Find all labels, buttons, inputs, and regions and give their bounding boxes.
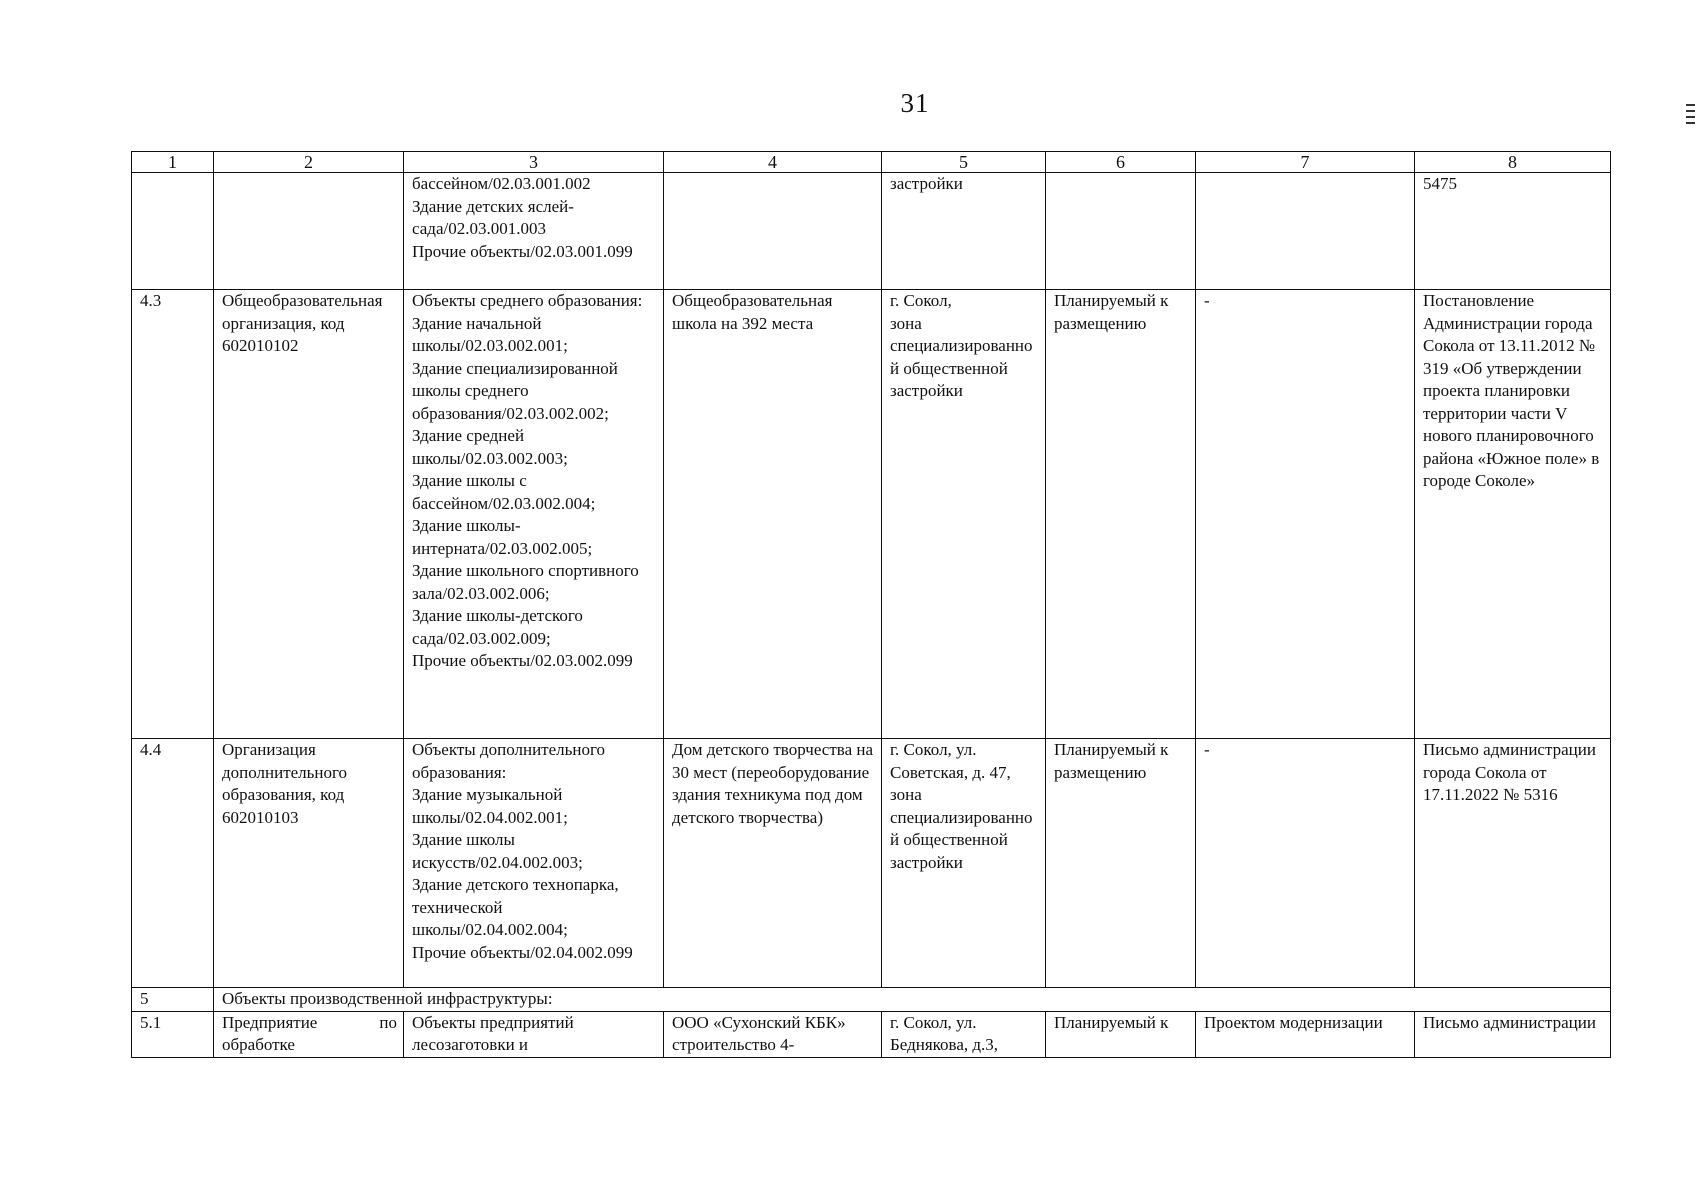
cell-number (132, 173, 214, 290)
cell-location: застройки (882, 173, 1046, 290)
table-row (132, 739, 1611, 988)
cell-objects: Объекты дополнительного образования: Здание музыкальной школы/02.04.002.001; Здание школы искусств/02.04.002.003; Здание детского технопарка, технической школы/02.04.002.004; Прочие объекты/02.04.002.099 (404, 739, 664, 988)
cell-note: - (1196, 290, 1415, 739)
header-cell: 2 (214, 152, 404, 173)
cell-number: 5.1 (132, 1011, 214, 1057)
table-row (132, 1011, 1611, 1057)
cell-status: Планируемый к размещению (1046, 290, 1196, 739)
cell-number: 4.4 (132, 739, 214, 988)
cell-document: Письмо администрации города Сокола от 17.11.2022 № 5316 (1415, 739, 1611, 988)
section-row (132, 988, 1611, 1012)
cell-facility: Общеобразовательная школа на 392 места (664, 290, 882, 739)
cell-facility: Дом детского творчества на 30 мест (переоборудование здания техникума под дом детского творчества) (664, 739, 882, 988)
cell-organization (214, 173, 404, 290)
header-cell: 7 (1196, 152, 1415, 173)
cell-note: Проектом модернизации (1196, 1011, 1415, 1057)
cell-number: 4.3 (132, 290, 214, 739)
cell-objects: Объекты предприятий лесозаготовки и (404, 1011, 664, 1057)
header-cell: 1 (132, 152, 214, 173)
cell-document: Письмо администрации (1415, 1011, 1611, 1057)
table-row (132, 290, 1611, 739)
cell-status: Планируемый к размещению (1046, 739, 1196, 988)
header-cell: 3 (404, 152, 664, 173)
cell-document: Постановление Администрации города Сокола от 13.11.2012 № 319 «Об утверждении проекта планировки территории части V нового планировочного района «Южное поле» в городе Соколе» (1415, 290, 1611, 739)
cell-facility (664, 173, 882, 290)
cell-organization: Организация дополнительного образования, код 602010103 (214, 739, 404, 988)
cell-note (1196, 173, 1415, 290)
header-cell: 4 (664, 152, 882, 173)
section-title: Объекты производственной инфраструктуры: (214, 988, 1611, 1012)
cell-location: г. Сокол, ул. Советская, д. 47, зона специализированной общественной застройки (882, 739, 1046, 988)
cell-organization: Предприятие по обработке (214, 1011, 404, 1057)
cell-document: 5475 (1415, 173, 1611, 290)
cell-location: г. Сокол, ул. Беднякова, д.3, (882, 1011, 1046, 1057)
table-row (132, 173, 1611, 290)
cell-status (1046, 173, 1196, 290)
section-number: 5 (132, 988, 214, 1012)
page-number: 31 (900, 88, 930, 118)
cell-organization: Общеобразовательная организация, код 602010102 (214, 290, 404, 739)
table-header-row (132, 152, 1611, 173)
cell-objects: Объекты среднего образования: Здание начальной школы/02.03.002.001; Здание специализированной школы среднего образования/02.03.002.002; Здание средней школы/02.03.002.003; Здание школы с бассейном/02.03.002.004; Здание школы-интерната/02.03.002.005; Здание школьного спортивного зала/02.03.002.006; Здание школы-детского сада/02.03.002.009; Прочие объекты/02.03.002.099 (404, 290, 664, 739)
cell-note: - (1196, 739, 1415, 988)
header-cell: 8 (1415, 152, 1611, 173)
header-cell: 6 (1046, 152, 1196, 173)
document-table (131, 151, 1611, 1058)
cell-facility: ООО «Сухонский КБК» строительство 4- (664, 1011, 882, 1057)
cell-status: Планируемый к (1046, 1011, 1196, 1057)
header-cell: 5 (882, 152, 1046, 173)
cell-location: г. Сокол, зона специализированной общественной застройки (882, 290, 1046, 739)
scan-edge-mark (1686, 104, 1696, 142)
cell-objects: бассейном/02.03.001.002 Здание детских яслей-сада/02.03.001.003 Прочие объекты/02.03.001.099 (404, 173, 664, 290)
